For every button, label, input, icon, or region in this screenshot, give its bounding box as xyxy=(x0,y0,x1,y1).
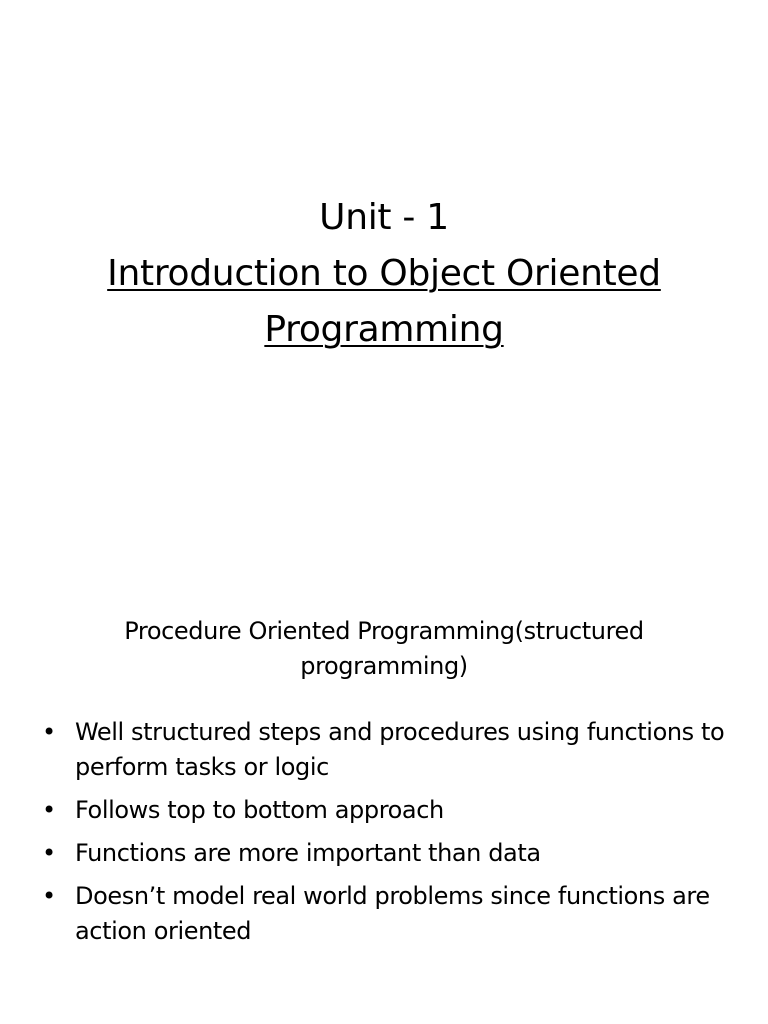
bullet-item xyxy=(38,715,738,785)
bullet-item xyxy=(38,836,738,871)
bullet-icon: • xyxy=(42,839,56,867)
bullet-text: Follows top to bottom approach xyxy=(75,796,444,824)
title-topic-line2: Programming xyxy=(264,309,504,350)
bullet-icon: • xyxy=(42,718,56,746)
bullet-icon: • xyxy=(42,882,56,910)
title-unit: Unit - 1 xyxy=(319,197,449,238)
bullet-icon: • xyxy=(42,796,56,824)
bullet-text: Well structured steps and procedures using functions to perform tasks or logic xyxy=(75,718,725,781)
bullet-text: Functions are more important than data xyxy=(75,839,541,867)
slide-title xyxy=(0,190,768,358)
bullet-text: Doesn’t model real world problems since functions are action oriented xyxy=(75,882,710,945)
section-heading: Procedure Oriented Programming(structured programming) xyxy=(124,617,644,680)
title-topic-line1: Introduction to Object Oriented xyxy=(107,253,661,294)
bullet-list xyxy=(38,715,738,957)
bullet-item xyxy=(38,793,738,828)
bullet-item xyxy=(38,879,738,949)
